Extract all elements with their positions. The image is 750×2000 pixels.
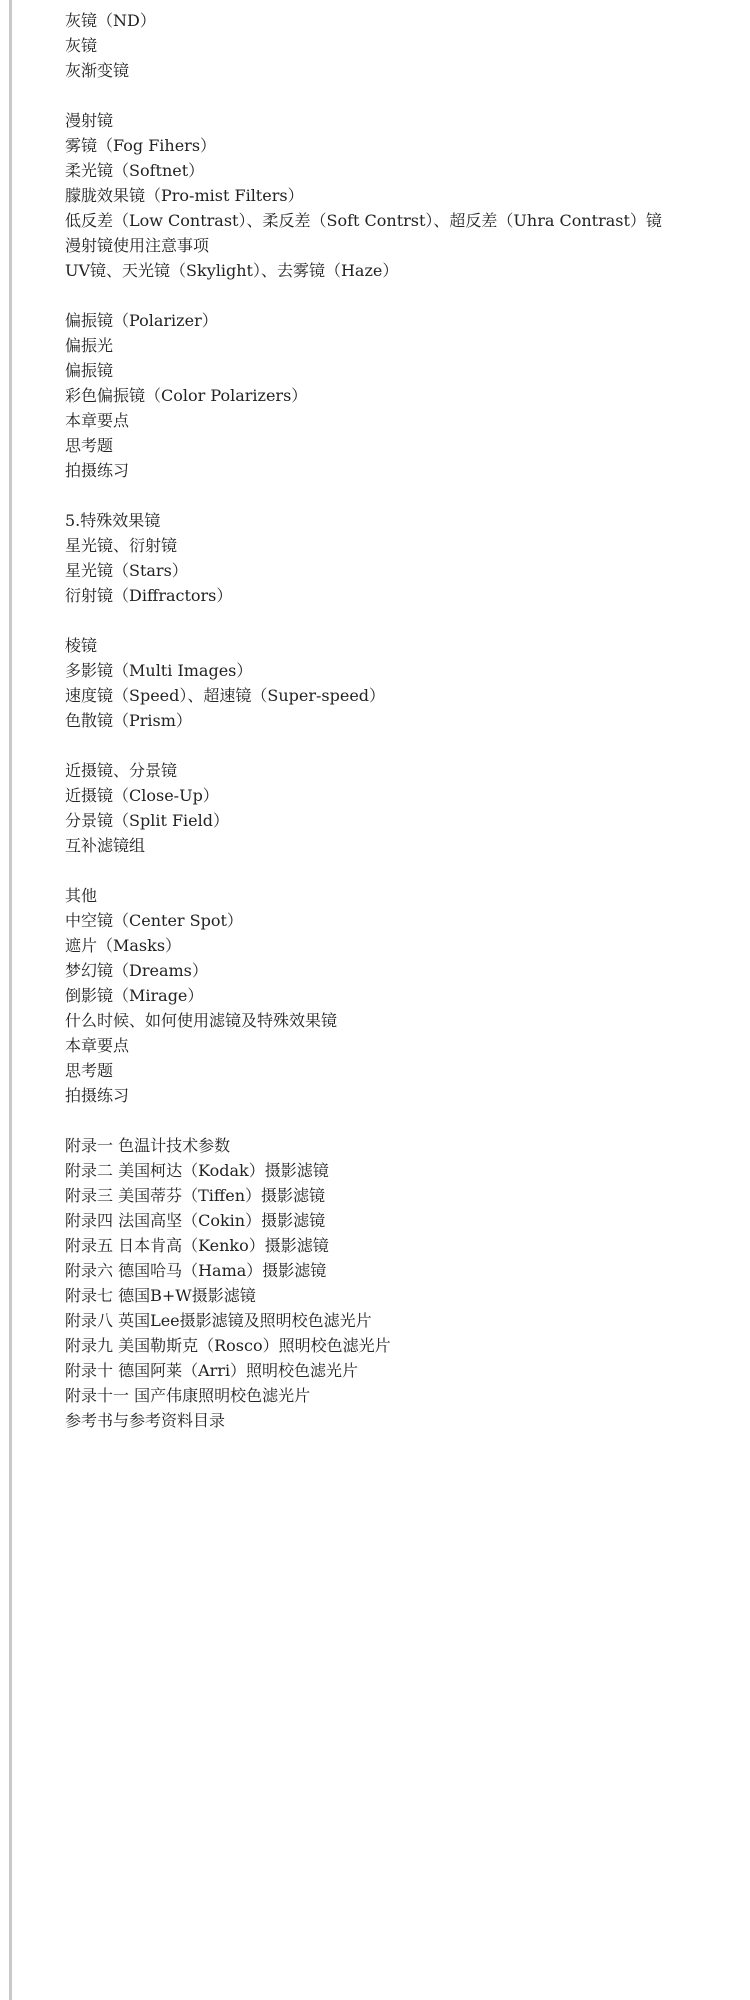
document-line: 多影镜（Multi Images）	[65, 661, 253, 680]
document-line: 漫射镜	[65, 111, 114, 130]
document-line: 附录七 德国B+W摄影滤镜	[65, 1286, 256, 1305]
blank-line	[65, 1108, 735, 1133]
left-margin-rule	[9, 0, 12, 2000]
document-line: 互补滤镜组	[65, 836, 146, 855]
document-line: 5.特殊效果镜	[65, 511, 161, 530]
document-line: 拍摄练习	[65, 1086, 130, 1105]
document-line: 偏振光	[65, 336, 114, 355]
document-line: 近摄镜（Close-Up）	[65, 786, 219, 805]
document-line: 灰镜（ND）	[65, 11, 156, 30]
document-line: 附录五 日本肯高（Kenko）摄影滤镜	[65, 1236, 329, 1255]
document-line: 什么时候、如何使用滤镜及特殊效果镜	[65, 1011, 338, 1030]
document-page	[65, 8, 735, 1433]
document-line: 速度镜（Speed）、超速镜（Super-speed）	[65, 686, 386, 705]
document-line: 低反差（Low Contrast）、柔反差（Soft Contrst）、超反差（Uhra Contrast）镜	[65, 211, 662, 230]
document-line: 附录三 美国蒂芬（Tiffen）摄影滤镜	[65, 1186, 326, 1205]
document-line: 参考书与参考资料目录	[65, 1411, 226, 1430]
document-line: 色散镜（Prism）	[65, 711, 192, 730]
document-line: 拍摄练习	[65, 461, 130, 480]
document-line: 附录十一 国产伟康照明校色滤光片	[65, 1386, 311, 1405]
document-line: 星光镜、衍射镜	[65, 536, 178, 555]
document-line: 雾镜（Fog Fihers）	[65, 136, 217, 155]
document-line: 衍射镜（Diffractors）	[65, 586, 233, 605]
document-line: 梦幻镜（Dreams）	[65, 961, 208, 980]
document-line: 附录九 美国勒斯克（Rosco）照明校色滤光片	[65, 1336, 391, 1355]
document-line: 偏振镜	[65, 361, 114, 380]
document-line: 棱镜	[65, 636, 98, 655]
document-line: 偏振镜（Polarizer）	[65, 311, 218, 330]
document-line: 朦胧效果镜（Pro-mist Filters）	[65, 186, 304, 205]
document-line: 分景镜（Split Field）	[65, 811, 230, 830]
document-line: 思考题	[65, 1061, 114, 1080]
document-line: 柔光镜（Softnet）	[65, 161, 205, 180]
document-line: 倒影镜（Mirage）	[65, 986, 204, 1005]
document-line: 灰镜	[65, 36, 98, 55]
document-line: 附录四 法国高坚（Cokin）摄影滤镜	[65, 1211, 326, 1230]
document-line: 附录八 英国Lee摄影滤镜及照明校色滤光片	[65, 1311, 372, 1330]
document-line: 思考题	[65, 436, 114, 455]
document-line: 灰渐变镜	[65, 61, 130, 80]
document-line: 漫射镜使用注意事项	[65, 236, 210, 255]
blank-line	[65, 608, 735, 633]
document-line: 附录十 德国阿莱（Arri）照明校色滤光片	[65, 1361, 359, 1380]
document-line: 近摄镜、分景镜	[65, 761, 178, 780]
document-line: 星光镜（Stars）	[65, 561, 188, 580]
document-line: 彩色偏振镜（Color Polarizers）	[65, 386, 308, 405]
blank-line	[65, 733, 735, 758]
document-line: 中空镜（Center Spot）	[65, 911, 243, 930]
document-line: 其他	[65, 886, 98, 905]
document-line: UV镜、天光镜（Skylight）、去雾镜（Haze）	[65, 261, 399, 280]
blank-line	[65, 483, 735, 508]
blank-line	[65, 83, 735, 108]
blank-line	[65, 858, 735, 883]
document-line: 本章要点	[65, 411, 130, 430]
document-line: 附录六 德国哈马（Hama）摄影滤镜	[65, 1261, 327, 1280]
document-line: 本章要点	[65, 1036, 130, 1055]
blank-line	[65, 283, 735, 308]
document-line: 附录二 美国柯达（Kodak）摄影滤镜	[65, 1161, 329, 1180]
document-line: 遮片（Masks）	[65, 936, 182, 955]
document-line: 附录一 色温计技术参数	[65, 1136, 231, 1155]
